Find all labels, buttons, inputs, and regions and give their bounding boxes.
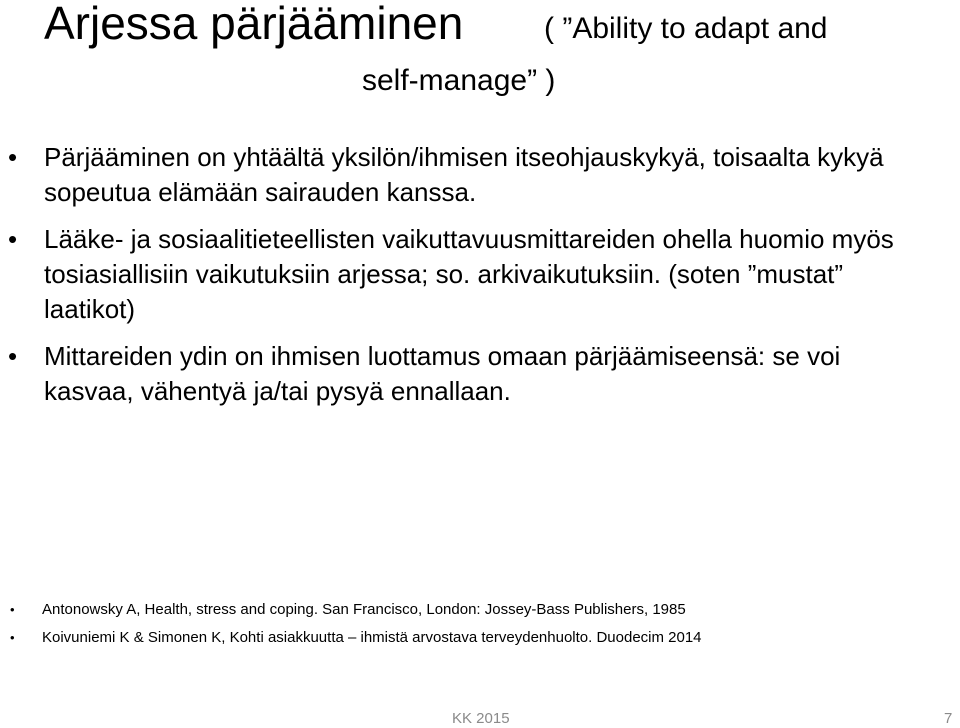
reference-text: Koivuniemi K & Simonen K, Kohti asiakkuutta – ihmistä arvostava terveydenhuolto. Duodecim 2014 (42, 629, 702, 646)
bullet-text: Pärjääminen on yhtäältä yksilön/ihmisen itseohjauskykyä, toisaalta kykyä sopeutua elämään sairauden kanssa. (44, 142, 884, 207)
bullet-item (0, 222, 924, 327)
slide-title-main: Arjessa pärjääminen (44, 0, 464, 49)
bullet-icon: • (8, 142, 18, 172)
reference-text: Antonowsky A, Health, stress and coping. San Francisco, London: Jossey-Bass Publishers, 1985 (42, 601, 686, 618)
bullet-text: Mittareiden ydin on ihmisen luottamus omaan pärjäämiseensä: se voi kasvaa, vähentyä ja/tai pysyä ennallaan. (44, 341, 841, 406)
bullet-list (0, 140, 960, 421)
reference-list (0, 596, 960, 652)
bullet-icon: • (10, 602, 15, 617)
bullet-item (0, 339, 924, 409)
bullet-item (0, 140, 924, 210)
slide-title-subtitle-line2: self-manage” ) (362, 64, 556, 97)
bullet-text: Lääke- ja sosiaalitieteellisten vaikuttavuusmittareiden ohella huomio myös tosiasiallisiin vaikutuksiin arjessa; so. arkivaikutuksiin. (soten ”mustat” laatikot) (44, 224, 894, 324)
bullet-icon: • (8, 224, 18, 254)
reference-item (0, 624, 960, 652)
reference-item (0, 596, 960, 624)
bullet-icon: • (10, 630, 15, 645)
page-number: 7 (944, 710, 953, 727)
footer-author: KK 2015 (452, 710, 510, 727)
slide-title-subtitle-line1: ( ”Ability to adapt and (544, 12, 828, 45)
bullet-icon: • (8, 341, 18, 371)
